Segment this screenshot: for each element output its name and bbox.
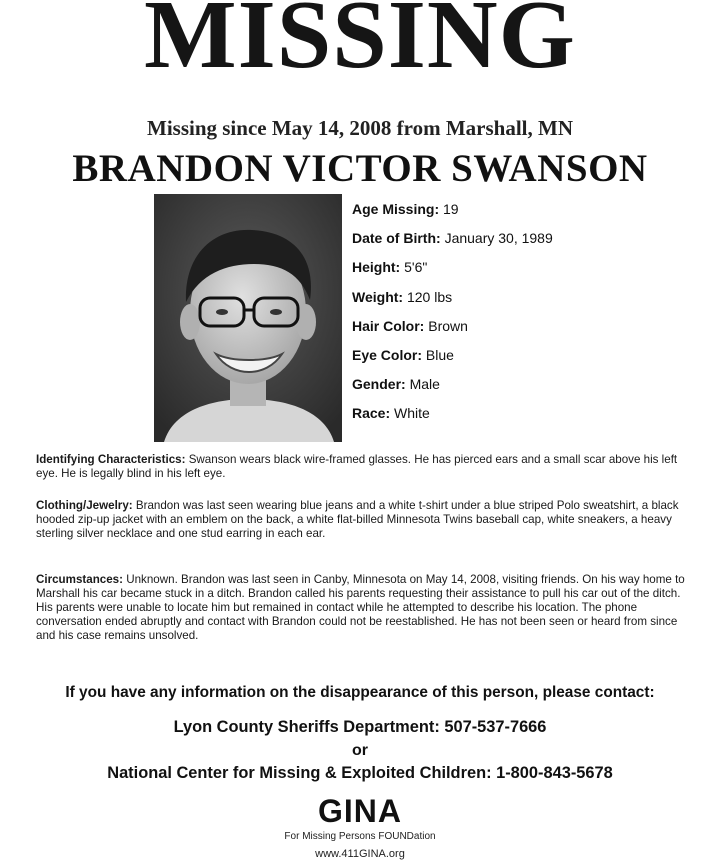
fact-value: 5'6"	[404, 259, 428, 276]
fact-label: Gender:	[352, 376, 406, 393]
clothing-jewelry	[36, 499, 686, 541]
fact-label: Height:	[352, 259, 401, 276]
fact-label: Race:	[352, 405, 391, 422]
section-text: Swanson wears black wire-framed glasses. He has pierced ears and a small scar above his left eye. He is legally blind in his left eye.	[36, 453, 678, 480]
gina-logo: GINA	[318, 793, 402, 829]
fact-value: 19	[443, 201, 459, 217]
person-name: BRANDON VICTOR SWANSON	[72, 147, 648, 190]
fact-age-missing	[352, 201, 692, 230]
facts-list	[352, 201, 692, 435]
fact-weight	[352, 289, 692, 318]
fact-date-of-birth	[352, 230, 692, 259]
or-separator: or	[352, 742, 368, 759]
fact-gender	[352, 376, 692, 405]
fact-eye-color	[352, 347, 692, 376]
fact-hair-color	[352, 318, 692, 347]
fact-label: Date of Birth:	[352, 230, 441, 247]
fact-value: 120 lbs	[406, 288, 453, 305]
fact-label: Eye Color:	[352, 346, 423, 363]
person-photo	[154, 194, 342, 442]
section-text: Unknown. Brandon was last seen in Canby, Minnesota on May 14, 2008, visiting friends. On his way home to Marshall his car became stuck in a ditch. Brandon called his parents requesting their assistance to pull his car out of the ditch. His parents were unable to locate him but remained in contact while he attempted to describe his location. The phone conversation ended abruptly and contact with Brandon could not be reestablished. He has not been seen or heard from since and his case remains unsolved.	[36, 573, 685, 642]
fact-value: Male	[409, 376, 440, 393]
fact-label: Age Missing:	[352, 201, 440, 217]
gina-url: www.411GINA.org	[315, 848, 405, 860]
section-text: Brandon was last seen wearing blue jeans and a white t-shirt under a blue striped Polo sweatshirt, a black hooded zip-up jacket with an emblem on the back, a white flat-billed Minnesota Twins baseball cap, white sneakers, a heavy sterling silver necklace and one stud earring in each ear.	[36, 499, 679, 540]
section-label: Circumstances:	[36, 573, 123, 586]
fact-value: Blue	[425, 346, 454, 363]
poster-headline: MISSING	[144, 0, 576, 89]
portrait-illustration	[154, 194, 342, 442]
fact-height	[352, 259, 692, 288]
gina-tagline: For Missing Persons FOUNDation	[284, 831, 436, 842]
contact-prompt: If you have any information on the disappearance of this person, please contact:	[65, 684, 655, 701]
fact-value: Brown	[428, 317, 468, 334]
circumstances	[36, 573, 686, 643]
section-label: Clothing/Jewelry:	[36, 499, 133, 512]
identifying-characteristics	[36, 453, 686, 481]
fact-label: Hair Color:	[352, 317, 425, 334]
missing-since-line: Missing since May 14, 2008 from Marshall, MN	[147, 116, 573, 140]
fact-value: January 30, 1989	[444, 230, 553, 247]
fact-race	[352, 405, 692, 434]
sheriff-contact: Lyon County Sheriffs Department: 507-537-7666	[173, 718, 547, 736]
section-label: Identifying Characteristics:	[36, 453, 186, 466]
ncmec-contact: National Center for Missing & Exploited Children: 1-800-843-5678	[107, 764, 613, 782]
fact-label: Weight:	[352, 288, 404, 305]
fact-value: White	[394, 405, 430, 422]
